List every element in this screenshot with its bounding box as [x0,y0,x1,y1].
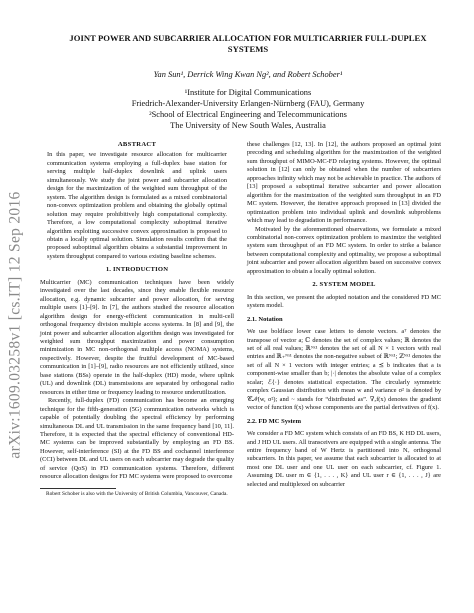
introduction-paragraph-3: these challenges [12, 13]. In [12], the authors proposed an optimal joint precoding and scheduling algorithm for the maximization of the weighted sum throughput of MIMO-MC-FD relaying systems. However, the optimal solution in [12] can only be obtained when the number of subcarriers approaches infinity which may not be achievable in practice. The authors of [13] proposed a suboptimal iterative subcarrier and power allocation algorithm for the maximization of the weighted sum throughput in an FD MC system. However, the iterative approach proposed in [13] divided the optimization problem into individual uplink and downlink subproblems which may lead to degradation in performance. [247,141,441,225]
abstract-heading: ABSTRACT [117,141,157,148]
title-line-1: JOINT POWER AND SUBCARRIER ALLOCATION FOR MULTICARRIER FULL-DUPLEX [69,33,427,43]
introduction-paragraph-4: Motivated by the aforementioned observations, we formulate a mixed combinatorial non-convex optimization problem to maximize the weighted system sum throughput of an FD MC system. In order to strike a balance between computational complexity and optimality, we propose a suboptimal joint subcarrier and power allocation algorithm based on successive convex approximation to obtain a locally optimal solution. [247,225,441,275]
affiliation-line-1: ¹Institute for Digital Communications [184,88,312,97]
title-line-2: SYSTEMS [227,44,269,54]
right-column [247,141,441,489]
arxiv-identifier-text: arXiv:1609.03258v1 [cs.IT] 12 Sep 2016 [7,191,24,459]
section-heading-system-model: 2. SYSTEM MODEL [312,281,376,289]
fd-mc-system-paragraph: We consider a FD MC system which consists of an FD BS, K HD DL users, and J HD UL users. All transceivers are equipped with a single antenna. The entire frequency band of W Hertz is partitioned into Nᵥ orthogonal subcarriers. In this paper, we assume that each subcarrier is allocated to at most one DL user and one UL user on each subcarrier, cf. Figure 1. Assuming DL user m ∈ {1, . . . , K} and UL user r ∈ {1, . . . , J} are selected and multiplexed on subcarrier [247,430,441,488]
affiliation-line-3: ²School of Electrical Engineering and Telecommunications [149,110,347,120]
notation-paragraph: We use boldface lower case letters to denote vectors. aᵀ denotes the transpose of vector a; ℂ denotes the set of complex values; ℝ denotes the set of all real values; ℝᴺˣ¹ denotes the set of all N × 1 vectors with real entries and ℝ₊ᴺˣ¹ denotes the non-negative subset of ℝᴺˣ¹; ℤᴺˣ¹ denotes the set of all N × 1 vectors with integer entries; a ⪯ b indicates that a is component-wise smaller than b; |·| denotes the absolute value of a complex scalar; ℰ{·} denotes statistical expectation. The circularly symmetric complex Gaussian distribution with mean w and variance σ² is denoted by 𝒞𝒩(w, σ²); and ~ stands for “distributed as”. ∇ₓf(x) denotes the gradient vector of function f(x) whose components are the partial derivatives of f(x). [247,328,441,412]
introduction-paragraph-1: Multicarrier (MC) communication techniques have been widely investigated over the last decades, since they enable flexible resource allocation, e.g. dynamic subcarrier and power allocation, for serving multiple users [1]–[9]. In [7], the authors studied the resource allocation algorithm design for energy-efficient communication in multi-cell orthogonal frequency division multiple access systems. In [8] and [9], the joint power and subcarrier allocation algorithm design was investigated for weighted sum throughput maximization and power consumption minimization in MC non-orthogonal multiple access (NOMA) systems, respectively. However, despite the fruitful development of MC-based communication in [1]–[9], radio resources are not efficiently utilized, since base stations (BSs) operate in the half-duplex (HD) mode, where uplink (UL) and downlink (DL) transmissions are separated by orthogonal radio resources in either time or frequency leading to resource underutilization. [40,278,234,396]
abstract-text: In this paper, we investigate resource allocation for multicarrier communication systems employing a full-duplex base station for serving multiple half-duplex downlink and uplink users simultaneously. We study the joint power and subcarrier allocation design for the maximization of the weighted sum throughput of the system. The algorithm design is formulated as a mixed combinatorial non-convex optimization problem and obtaining the globally optimal solution may require prohibitively high computational complexity. Therefore, a low computational complexity suboptimal iterative algorithm exploiting successive convex approximation is proposed to obtain a locally optimal solution. Simulation results confirm that the proposed suboptimal algorithm obtains a substantial improvement in system throughput compared to various existing baseline schemes. [47,151,227,260]
section-heading-introduction: 1. INTRODUCTION [105,266,169,274]
footnote: Robert Schober is also with the University of British Columbia, Vancouver, Canada. [46,490,228,497]
system-model-intro: In this section, we present the adopted notation and the considered FD MC system model. [247,293,441,310]
introduction-paragraph-2: Recently, full-duplex (FD) communication has become an emerging technique for the fifth-generation (5G) communication networks which is capable of potentially doubling the spectral efficiency by performing simultaneous DL and UL transmission in the same frequency band [10, 11]. Therefore, it is expected that the spectral efficiency of conventional HD-MC systems can be improved substantially by employing an FD BS. However, self-interference (SI) at the FD BS and cochannel interference (CCI) between DL and UL users on each subcarrier may degrade the quality of service (QoS) in FD communication systems. Therefore, different resource allocation designs for FD MC systems were proposed to overcome [40,397,234,481]
paper-title [48,33,448,55]
subsection-heading-notation: 2.1. Notation [247,315,283,323]
author-list: Yan Sun¹, Derrick Wing Kwan Ng², and Robert Schober¹ [153,70,343,79]
arxiv-identifier-stamp [6,160,26,490]
affiliation-line-2: Friedrich-Alexander-University Erlangen-Nürnberg (FAU), Germany [131,99,365,109]
affiliation-line-4: The University of New South Wales, Australia [170,121,326,131]
affiliations [48,87,448,131]
subsection-heading-fd-mc-system: 2.2. FD MC System [247,417,301,425]
footnote-divider [40,488,116,489]
left-column [40,141,234,498]
